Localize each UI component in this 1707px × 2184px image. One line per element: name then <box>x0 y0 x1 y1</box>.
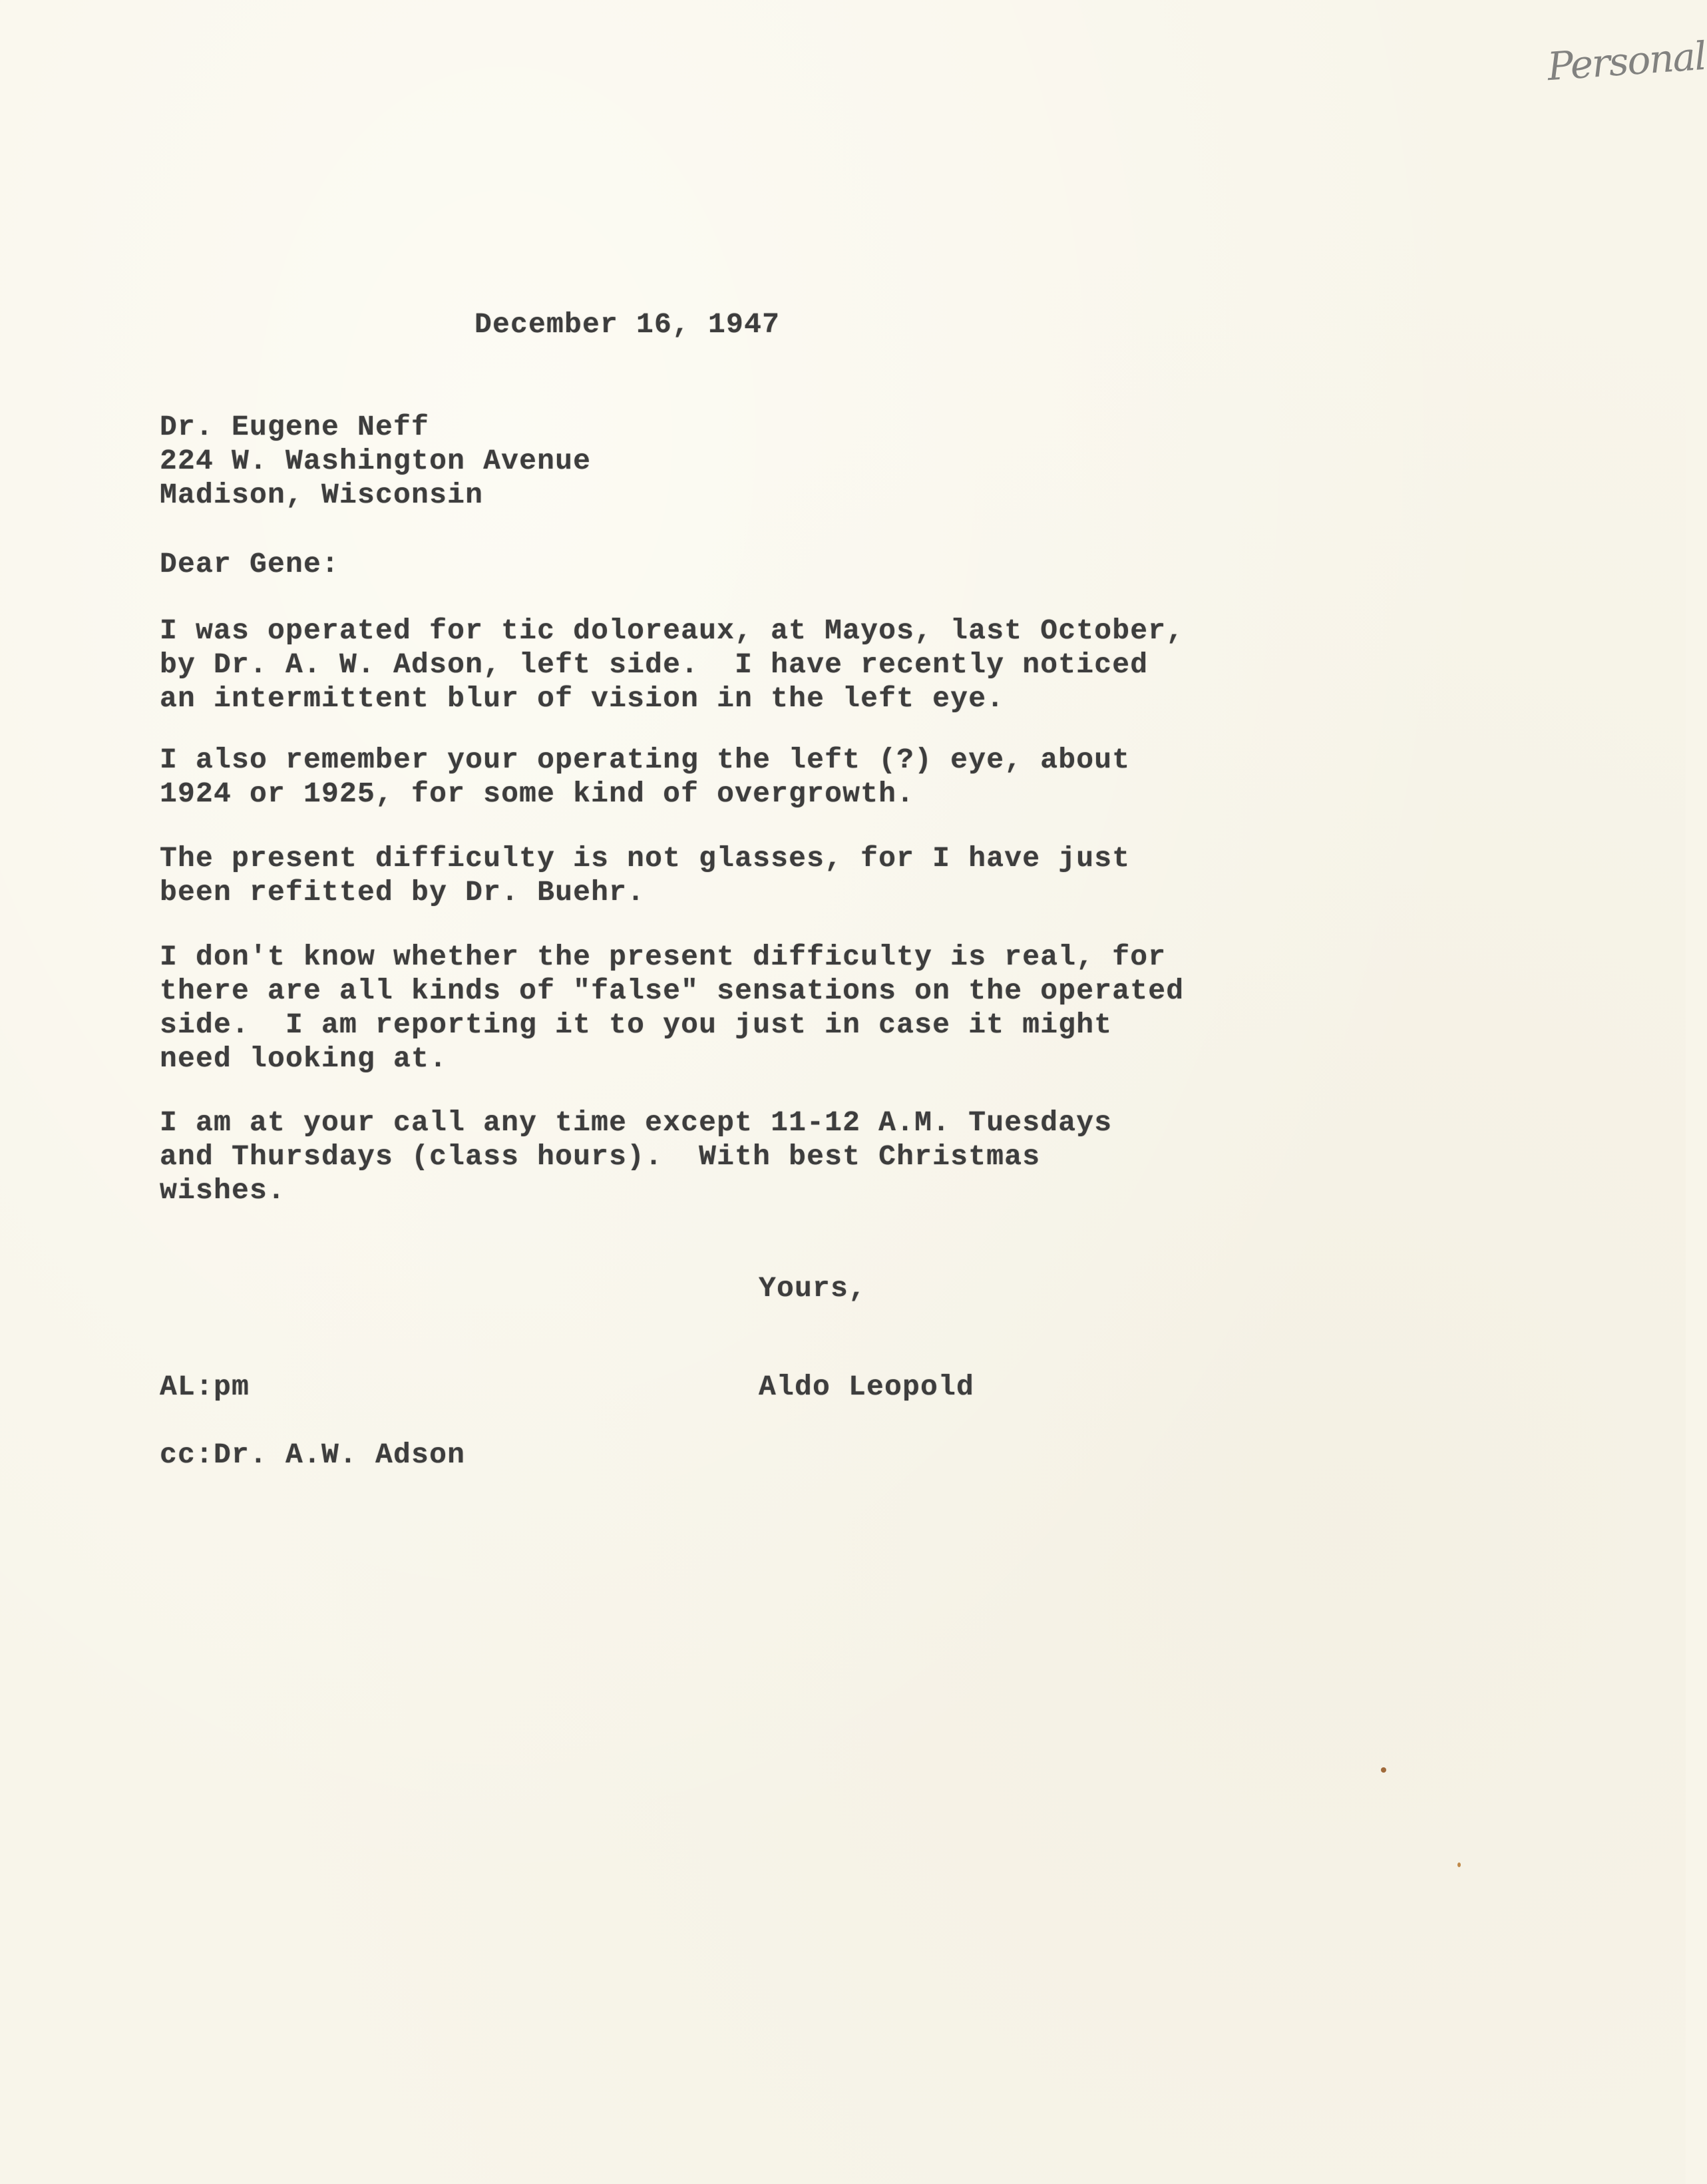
signature-name: Aldo Leopold <box>759 1371 975 1403</box>
recipient-city: Madison, Wisconsin <box>160 479 484 511</box>
paragraph-line: need looking at. <box>160 1042 448 1075</box>
paragraph-line: wishes. <box>160 1174 286 1207</box>
handwritten-margin-note: Personal <box>1545 33 1707 90</box>
salutation: Dear Gene: <box>160 548 340 580</box>
paragraph-line: The present difficulty is not glasses, for I have just <box>160 842 1131 875</box>
letter-date: December 16, 1947 <box>474 308 781 341</box>
paragraph-line: I also remember your operating the left (?) eye, about <box>160 744 1131 776</box>
paragraph-line: there are all kinds of "false" sensations on the operated <box>160 975 1185 1007</box>
paragraph-line: I don't know whether the present difficulty is real, for <box>160 941 1167 973</box>
paragraph-line: been refitted by Dr. Buehr. <box>160 876 646 909</box>
paragraph-line: I am at your call any time except 11-12 A.M. Tuesdays <box>160 1106 1113 1139</box>
paragraph-line: by Dr. A. W. Adson, left side. I have recently noticed <box>160 648 1149 681</box>
recipient-name: Dr. Eugene Neff <box>160 411 430 443</box>
typist-initials: AL:pm <box>160 1371 250 1403</box>
paper-speck <box>1457 1862 1461 1867</box>
paragraph-line: an intermittent blur of vision in the left eye. <box>160 682 1005 715</box>
closing: Yours, <box>759 1272 867 1305</box>
paragraph-line: and Thursdays (class hours). With best Christmas <box>160 1140 1041 1173</box>
carbon-copy: cc:Dr. A.W. Adson <box>160 1438 466 1471</box>
paragraph-line: I was operated for tic doloreaux, at Mayos, last October, <box>160 614 1185 647</box>
paragraph-line: 1924 or 1925, for some kind of overgrowth. <box>160 777 915 810</box>
paper-speck <box>1381 1767 1386 1773</box>
recipient-street: 224 W. Washington Avenue <box>160 445 592 477</box>
paragraph-line: side. I am reporting it to you just in case it might <box>160 1008 1113 1041</box>
